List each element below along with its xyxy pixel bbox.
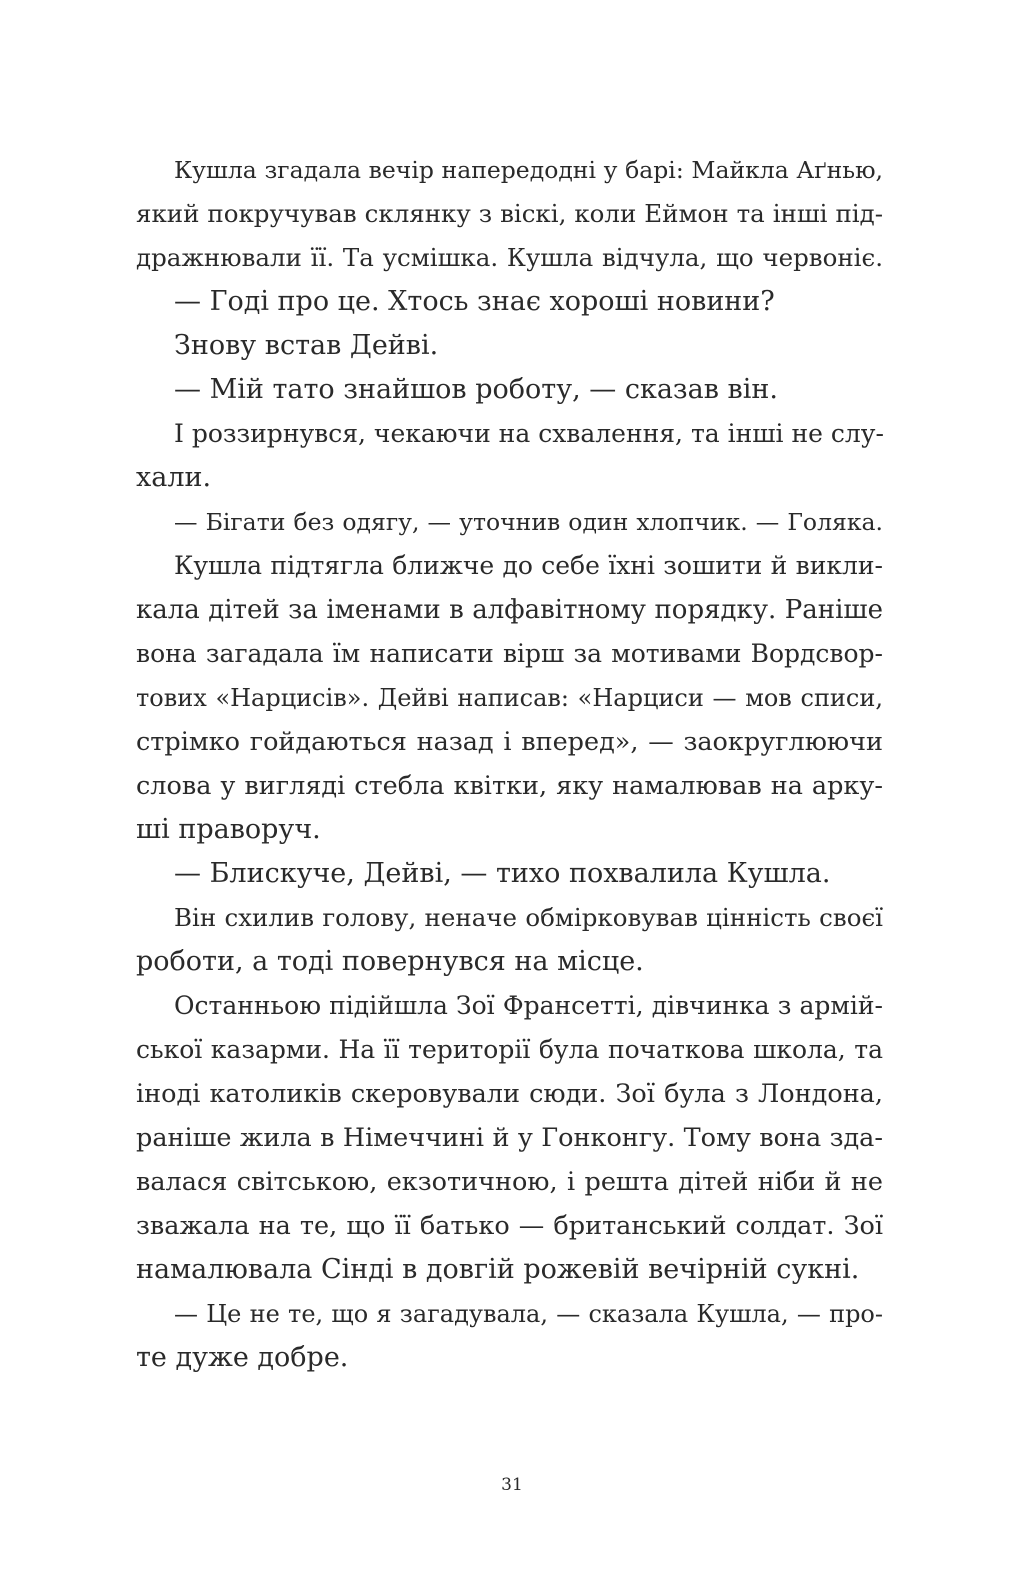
text-line: — Мій тато знайшов роботу, — сказав він. [174,374,778,405]
text-line: Останньою підійшла Зої Франсетті, дівчинка з армій- [174,991,883,1020]
text-line: тових «Нарцисів». Дейві написав: «Нарциси — мов списи, [136,684,883,712]
text-line: намалювала Сінді в довгій рожевій вечірній сукні. [136,1254,860,1285]
text-line: І роззирнувся, чекаючи на схвалення, та інші не слу- [174,419,884,448]
page-number: 31 [501,1475,523,1495]
text-line: — Бігати без одягу, — уточнив один хлопчик. — Голяка. [174,508,883,536]
text-line: роботи, а тоді повернувся на місце. [136,946,644,977]
text-line: раніше жила в Німеччині й у Гонконгу. Тому вона зда- [136,1123,883,1153]
text-line: який покручував склянку з віскі, коли Еймон та інші під- [136,199,883,228]
text-line: кала дітей за іменами в алфавітному порядку. Раніше [136,595,883,625]
text-line: хали. [136,462,212,493]
text-line: слова у вигляді стебла квітки, яку намалював на арку- [136,771,883,801]
text-line: Він схилив голову, неначе обмірковував цінність своєї [174,903,883,932]
text-line: Кушла згадала вечір напередодні у барі: Майкла Аґнью, [174,156,883,184]
text-line: — Блискуче, Дейві, — тихо похвалила Кушла. [174,858,831,889]
text-line: те дуже добре. [136,1342,349,1373]
text-line: валася світською, екзотичною, і решта дітей ніби й не [136,1167,883,1197]
text-line: ської казарми. На її території була початкова школа, та [136,1035,883,1064]
text-line: дражнювали її. Та усмішка. Кушла відчула, що червоніє. [136,243,883,272]
text-line: вона загадала їм написати вірш за мотивами Вордсвор- [136,639,883,668]
text-line: зважала на те, що її батько — британський солдат. Зої [136,1211,883,1241]
text-line: Кушла підтягла ближче до себе їхні зошити й викли- [174,551,883,580]
text-line: стрімко гойдаються назад і вперед», — заокруглюючи [136,727,883,757]
text-line: — Годі про це. Хтось знає хороші новини? [174,286,775,317]
text-line: іноді католиків скеровували сюди. Зої була з Лондона, [136,1079,883,1109]
text-line: — Це не те, що я загадувала, — сказала Кушла, — про- [174,1300,883,1328]
text-line: Знову встав Дейві. [174,330,439,361]
text-line: ші праворуч. [136,814,321,845]
